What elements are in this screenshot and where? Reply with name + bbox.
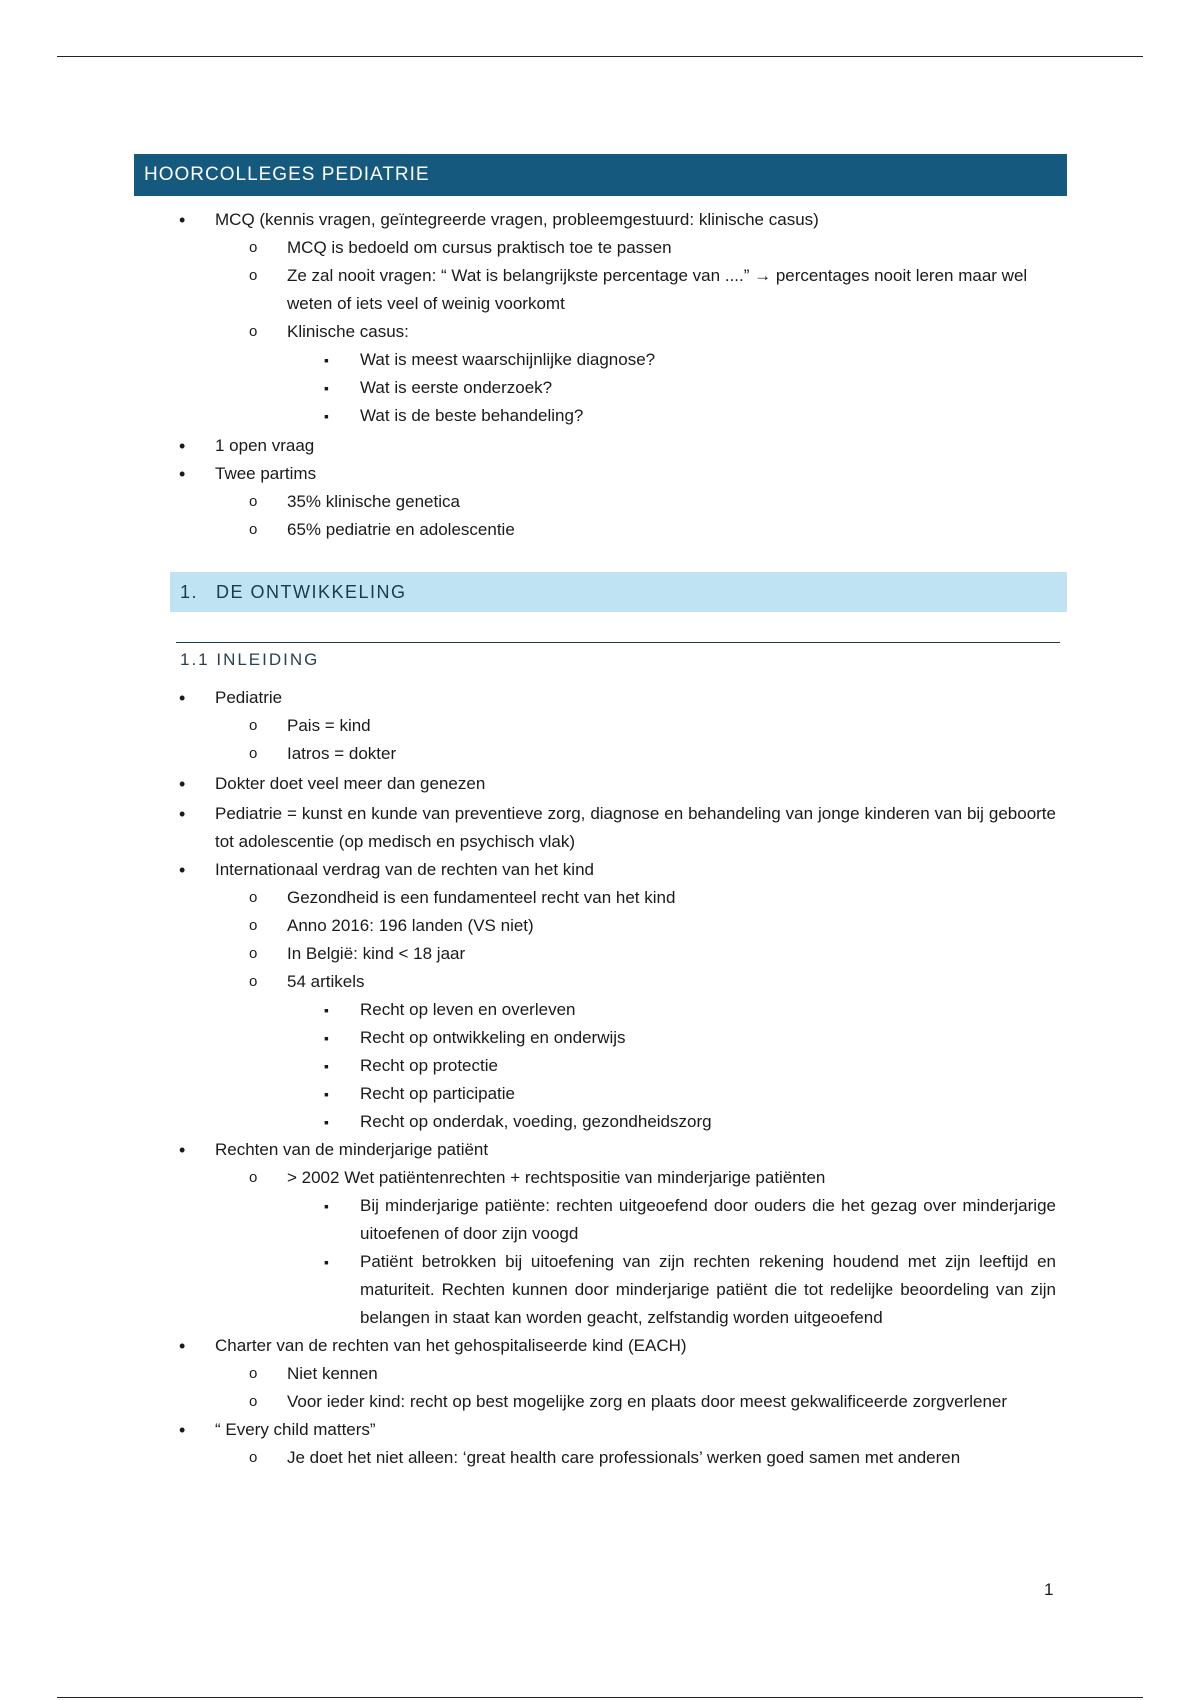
list-item: • Twee partims (215, 460, 1056, 488)
section-title: DE ONTWIKKELING (216, 582, 407, 602)
list-item: • Rechten van de minderjarige patiënt (215, 1136, 1056, 1164)
list-item: • MCQ (kennis vragen, geïntegreerde vragen, probleemgestuurd: klinische casus) (215, 206, 1056, 234)
list-item: ▪ Bij minderjarige patiënte: rechten uitgeoefend door ouders die het gezag over minderjarige uitoefenen of door zijn voogd (360, 1192, 1056, 1248)
list-item: ▪ Wat is meest waarschijnlijke diagnose? (360, 346, 1056, 374)
list-item: o Ze zal nooit vragen: “ Wat is belangrijkste percentage van ....” → percentages nooit leren maar wel weten of iets veel of weinig voorkomt (287, 262, 1056, 318)
list-item: o MCQ is bedoeld om cursus praktisch toe te passen (287, 234, 1056, 262)
list-item: ▪ Recht op protectie (360, 1052, 1056, 1080)
list-item: o Je doet het niet alleen: ‘great health care professionals’ werken goed samen met anderen (287, 1444, 1056, 1472)
list-item: o Niet kennen (287, 1360, 1056, 1388)
list-item: o 65% pediatrie en adolescentie (287, 516, 1056, 544)
list-item: o Iatros = dokter (287, 740, 1056, 768)
list-item: o Klinische casus: (287, 318, 1056, 346)
list-item: ▪ Wat is eerste onderzoek? (360, 374, 1056, 402)
list-item: • “ Every child matters” (215, 1416, 1056, 1444)
list-item: ▪ Wat is de beste behandeling? (360, 402, 1056, 430)
list-item: ▪ Patiënt betrokken bij uitoefening van zijn rechten rekening houdend met zijn leeftijd en maturiteit. Rechten kunnen door minderjarige patiënt die tot redelijke beoordeling van zijn belangen in staat kan worden geacht, zelfstandig worden uitgeoefend (360, 1248, 1056, 1332)
list-item: • Pediatrie (215, 684, 1056, 712)
footer-rule (57, 1697, 1143, 1698)
subsection-heading: 1.1 INLEIDING (180, 650, 320, 669)
list-item: • 1 open vraag (215, 432, 1056, 460)
list-item: o Anno 2016: 196 landen (VS niet) (287, 912, 1056, 940)
list-item: • Pediatrie = kunst en kunde van preventieve zorg, diagnose en behandeling van jonge kinderen van bij geboorte tot adolescentie (op medisch en psychisch vlak) (215, 800, 1056, 856)
list-item: o > 2002 Wet patiëntenrechten + rechtspositie van minderjarige patiënten (287, 1164, 1056, 1192)
section-heading (170, 572, 1067, 612)
list-item: ▪ Recht op ontwikkeling en onderwijs (360, 1024, 1056, 1052)
list-item: ▪ Recht op participatie (360, 1080, 1056, 1108)
exam-info-list (0, 206, 1200, 544)
list-item: • Dokter doet veel meer dan genezen (215, 770, 1056, 798)
header-rule (57, 56, 1143, 57)
list-item: o 35% klinische genetica (287, 488, 1056, 516)
list-item: • Charter van de rechten van het gehospitaliseerde kind (EACH) (215, 1332, 1056, 1360)
list-item: o Voor ieder kind: recht op best mogelijke zorg en plaats door meest gekwalificeerde zorgverlener (287, 1388, 1056, 1416)
section-number: 1. (180, 582, 199, 602)
page-number: 1 (1044, 1580, 1054, 1599)
list-item: • Internationaal verdrag van de rechten van het kind (215, 856, 1056, 884)
list-item: ▪ Recht op leven en overleven (360, 996, 1056, 1024)
document-title: HOORCOLLEGES PEDIATRIE (134, 154, 1067, 196)
list-item: o Pais = kind (287, 712, 1056, 740)
subsection-rule (176, 642, 1060, 643)
list-item: o 54 artikels (287, 968, 1056, 996)
list-item: ▪ Recht op onderdak, voeding, gezondheidszorg (360, 1108, 1056, 1136)
list-item: o In België: kind < 18 jaar (287, 940, 1056, 968)
list-item: o Gezondheid is een fundamenteel recht van het kind (287, 884, 1056, 912)
intro-list (0, 684, 1200, 1472)
